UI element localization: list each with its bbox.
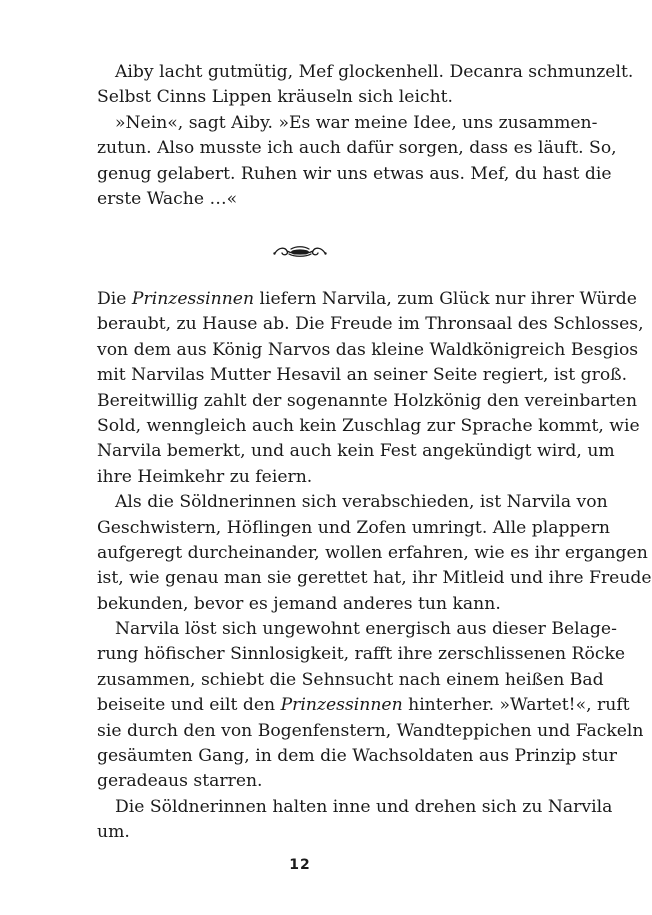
text-line [97, 85, 520, 110]
line-text: beiseite und eilt den [97, 695, 281, 716]
text-line [97, 668, 604, 693]
line-text: ihre Heimkehr zu feiern. [97, 466, 313, 487]
line-text: um. [97, 822, 130, 843]
line-text: »Nein«, sagt Aiby. »Es war meine Idee, uns zusammen- [115, 112, 598, 133]
line-text: mit Narvilas Mutter Hesavil an seiner Seite regiert, ist groß. [97, 365, 628, 386]
flourish-icon [271, 241, 329, 261]
page-number: 12 [289, 857, 311, 873]
text-line [97, 111, 598, 136]
line-text: bekunden, bevor es jemand anderes tun kann. [97, 593, 501, 614]
line-text: zutun. Also musste ich auch dafür sorgen, dass es läuft. So, [97, 138, 617, 159]
text-line [97, 187, 520, 212]
line-text: Die [97, 289, 132, 309]
text-line [97, 820, 520, 845]
line-text: sie durch den von Bogenfenstern, Wandteppichen und Fackeln [97, 720, 644, 741]
text-line [97, 60, 634, 85]
text-line [97, 162, 612, 187]
text-line [97, 136, 617, 161]
line-text: geradeaus starren. [97, 771, 263, 792]
italic-title: Prinzessinnen [131, 289, 255, 309]
text-line [97, 338, 639, 363]
line-text: Als die Söldnerinnen sich verabschieden, ist Narvila von [115, 492, 608, 513]
text-line [97, 287, 637, 312]
line-text: zusammen, schiebt die Sehnsucht nach einem heißen Bad [97, 669, 604, 690]
text-line [97, 439, 615, 464]
text-line [97, 719, 644, 744]
line-text: Geschwistern, Höflingen und Zofen umringt. Alle plappern [97, 517, 611, 538]
line-text: rung höfischer Sinnlosigkeit, rafft ihre zerschlissenen Röcke [97, 644, 626, 665]
italic-title: Prinzessinnen [280, 695, 403, 716]
narrative-passage [97, 287, 652, 846]
line-text: Selbst Cinns Lippen kräuseln sich leicht. [97, 87, 454, 108]
text-line [97, 642, 626, 667]
line-text: Narvila löst sich ungewohnt energisch aus dieser Belage- [115, 619, 617, 640]
line-text: Sold, wenngleich auch kein Zuschlag zur Sprache kommt, wie [97, 415, 640, 436]
text-line [97, 363, 628, 388]
text-line [97, 490, 608, 515]
line-text: hinterher. »Wartet!«, ruft [402, 695, 630, 716]
text-line [97, 541, 648, 566]
line-text: Aiby lacht gutmütig, Mef glockenhell. Decanra schmunzelt. [115, 62, 634, 82]
section-divider [0, 238, 600, 264]
dialogue-passage [97, 60, 634, 212]
text-line [97, 516, 611, 541]
text-line [97, 389, 638, 414]
text-line [97, 566, 652, 591]
text-line [97, 769, 520, 794]
line-text: von dem aus König Narvos das kleine Waldkönigreich Besgios [97, 339, 639, 360]
text-line [97, 465, 520, 490]
text-line [97, 795, 613, 820]
line-text: Bereitwillig zahlt der sogenannte Holzkönig den vereinbarten [97, 390, 638, 411]
text-line [97, 312, 644, 337]
text-line [97, 693, 630, 718]
line-text: beraubt, zu Hause ab. Die Freude im Thronsaal des Schlosses, [97, 314, 644, 335]
text-line [97, 617, 617, 642]
line-text: ist, wie genau man sie gerettet hat, ihr Mitleid und ihre Freude [97, 568, 652, 589]
line-text: genug gelabert. Ruhen wir uns etwas aus. Mef, du hast die [97, 163, 612, 184]
line-text: Die Söldnerinnen halten inne und drehen sich zu Narvila [115, 796, 613, 817]
line-text: aufgeregt durcheinander, wollen erfahren, wie es ihr ergangen [97, 542, 648, 563]
line-text: Narvila bemerkt, und auch kein Fest angekündigt wird, um [97, 441, 615, 462]
text-line [97, 744, 617, 769]
line-text: erste Wache …« [97, 188, 238, 209]
line-text: liefern Narvila, zum Glück nur ihrer Würde [254, 289, 637, 309]
line-text: gesäumten Gang, in dem die Wachsoldaten aus Prinzip stur [97, 746, 617, 767]
text-line [97, 414, 640, 439]
text-line [97, 592, 520, 617]
